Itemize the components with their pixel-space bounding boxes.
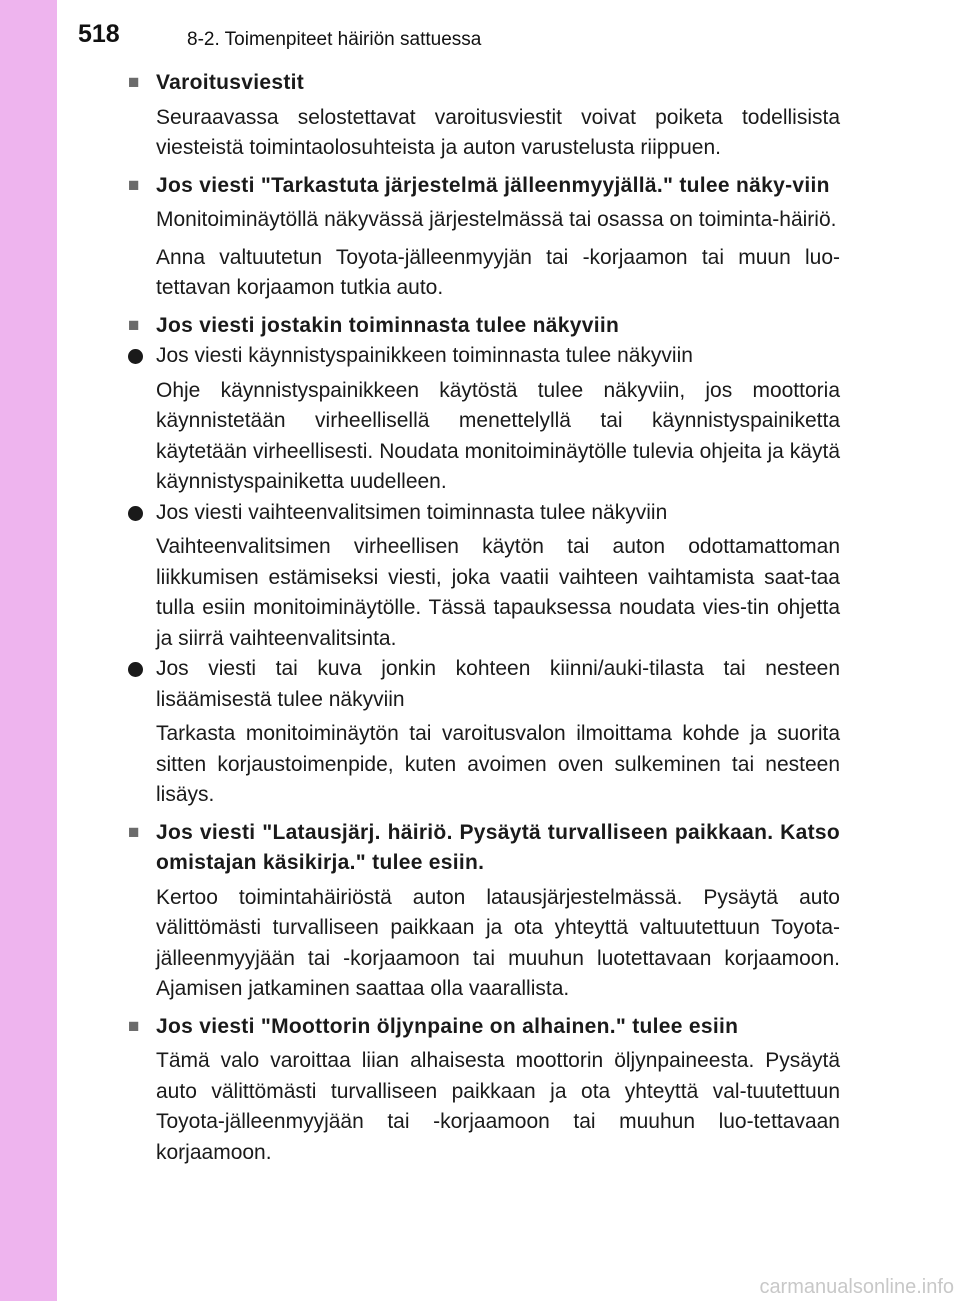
- paragraph: Anna valtuutetun Toyota-jälleenmyyjän tai -korjaamon tai muun luo-tettavan korjaamon tutkia auto.: [156, 245, 840, 299]
- page-number: 518: [78, 20, 120, 48]
- paragraph: Kertoo toimintahäiriöstä auton latausjärjestelmässä. Pysäytä auto välittömästi turvalliseen paikkaan ja ota yhteyttä valtuutettuun Toyota-jälleenmyyjään tai -korjaamoon tai muuhun luotettavaan korjaamoon. Ajamisen jatkaminen saattaa olla vaarallista.: [156, 885, 840, 1000]
- heading-text: Jos viesti "Moottorin öljynpaine on alhainen." tulee esiin: [156, 1014, 739, 1038]
- paragraph: Vaihteenvalitsimen virheellisen käytön tai auton odottamattoman liikkumisen estämiseksi viesti, joka vaatii vaihteen vaihtamista saat-taa tulla esiin monitoiminäytölle. Tässä tapauksessa noudata vies-tin ohjetta ja siirrä vaihteenvalitsinta.: [156, 535, 840, 650]
- heading-tarkastuta: [128, 171, 840, 202]
- heading-toiminnasta: [128, 311, 840, 342]
- page-header: [0, 0, 960, 58]
- bullet-item: [128, 498, 840, 529]
- paragraph: Ohje käynnistyspainikkeen käytöstä tulee näkyviin, jos moottoria käynnistetään virheellisellä menettelyllä tai käynnistyspainiketta käytetään virheellisesti. Noudata monitoiminäytölle tulevia ohjeita ja käytä käynnistyspainiketta uudelleen.: [156, 378, 840, 493]
- page-side-tab: [0, 0, 57, 1301]
- round-bullet-icon: [128, 349, 143, 364]
- square-bullet-icon: ■: [128, 314, 140, 336]
- watermark-text: carmanualsonline.info: [759, 1276, 954, 1298]
- square-bullet-icon: ■: [128, 72, 140, 93]
- heading-latausjarj: [128, 818, 840, 879]
- paragraph: Tämä valo varoittaa liian alhaisesta moottorin öljynpaineesta. Pysäytä auto välittömästi turvalliseen paikkaan ja ota yhteyttä val-tuutettuun Toyota-jälleenmyyjään tai -korjaamoon tai muuhun luo-tettavaan korjaamoon.: [156, 1049, 840, 1164]
- heading-text: Jos viesti "Latausjärj. häiriö. Pysäytä turvalliseen paikkaan. Katso omistajan käsikirja." tulee esiin.: [156, 820, 840, 874]
- square-bullet-icon: ■: [128, 821, 140, 843]
- page-content: [128, 68, 840, 1168]
- round-bullet-icon: [128, 506, 143, 521]
- paragraph: Tarkasta monitoiminäytön tai varoitusvalon ilmoittama kohde ja suorita sitten korjaustoimenpide, kuten avoimen oven sulkeminen tai nesteen lisäys.: [156, 722, 840, 806]
- bullet-text: Jos viesti vaihteenvalitsimen toiminnasta tulee näkyviin: [156, 500, 668, 524]
- paragraph: Seuraavassa selostettavat varoitusviestit voivat poiketa todellisista viesteistä toimintaolosuhteista ja auton varustelusta riippuen.: [156, 105, 840, 159]
- bullet-item: [128, 654, 840, 715]
- bullet-item: [128, 341, 840, 372]
- square-bullet-icon: ■: [128, 1015, 140, 1037]
- heading-oljynpaine: [128, 1012, 840, 1043]
- bullet-text: Jos viesti tai kuva jonkin kohteen kiinni/auki-tilasta tai nesteen lisäämisestä tulee näkyviin: [156, 657, 840, 711]
- heading-text: Jos viesti "Tarkastuta järjestelmä jälleenmyyjällä." tulee näky-viin: [156, 173, 830, 197]
- heading-varoitusviestit: [128, 68, 840, 99]
- heading-text: Jos viesti jostakin toiminnasta tulee näkyviin: [156, 313, 620, 337]
- round-bullet-icon: [128, 662, 143, 677]
- bullet-text: Jos viesti käynnistyspainikkeen toiminnasta tulee näkyviin: [156, 344, 693, 367]
- paragraph: Monitoiminäytöllä näkyvässä järjestelmässä tai osassa on toiminta-häiriö.: [156, 208, 837, 231]
- section-title: 8-2. Toimenpiteet häiriön sattuessa: [187, 29, 482, 50]
- square-bullet-icon: ■: [128, 174, 140, 196]
- heading-text: Varoitusviestit: [156, 71, 305, 94]
